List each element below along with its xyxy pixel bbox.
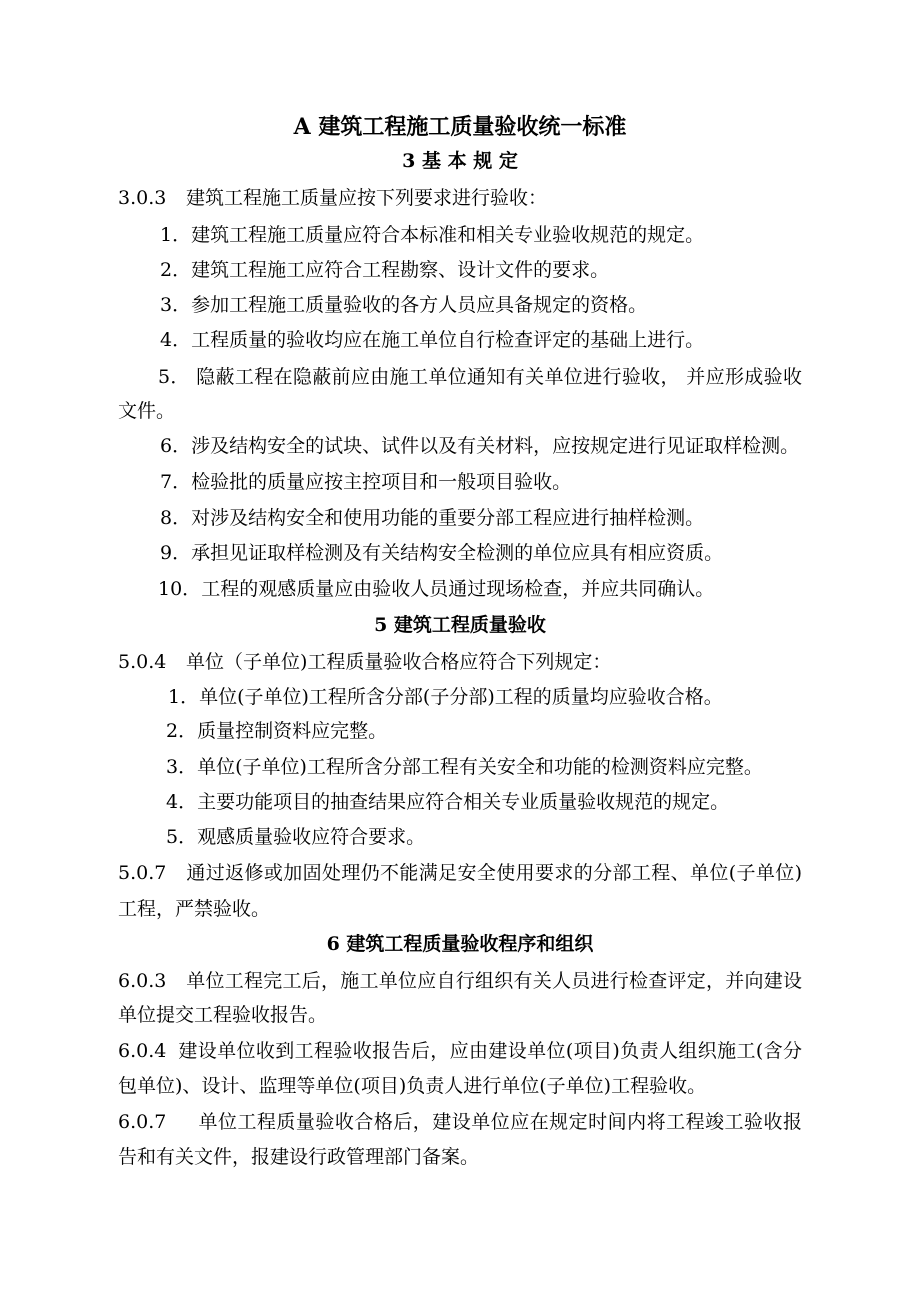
list-item [160, 258, 609, 282]
clause-number: 5.0.7 [118, 862, 167, 884]
clause [118, 1039, 802, 1063]
list-item [160, 541, 723, 565]
clause-number: 5.0.4 [118, 651, 167, 673]
item-number: 9． [160, 542, 192, 564]
item-text: 建筑工程施工质量应符合本标准和相关专业验收规范的规定。 [191, 224, 705, 246]
item-text: 承担见证取样检测及有关结构安全检测的单位应具有相应资质。 [191, 542, 724, 564]
list-item [160, 506, 704, 530]
clause-continuation: 单位提交工程验收报告。 [118, 1004, 328, 1026]
item-text: 单位(子单位)工程所含分部(子分部)工程的质量均应验收合格。 [199, 686, 723, 708]
clause [118, 1110, 802, 1134]
item-text: 隐蔽工程在隐蔽前应由施工单位通知有关单位进行验收， 并应形成验收 [189, 366, 802, 388]
item-number: 10． [158, 578, 202, 600]
section-heading-5: 5 建筑工程质量验收 [374, 614, 546, 636]
item-number: 6． [160, 435, 192, 457]
list-item [166, 719, 387, 743]
item-number: 8． [160, 507, 192, 529]
clause-number: 6.0.4 [118, 1040, 167, 1062]
item-number: 5． [166, 826, 198, 848]
item-text: 单位(子单位)工程所含分部工程有关安全和功能的检测资料应完整。 [197, 756, 763, 778]
clause-3-0-3 [118, 186, 547, 210]
item-number: 3． [160, 294, 192, 316]
list-item-continuation: 文件。 [118, 400, 176, 422]
item-text: 观感质量验收应符合要求。 [197, 826, 426, 848]
clause-number: 6.0.3 [118, 970, 167, 992]
item-number: 2． [166, 720, 198, 742]
item-number: 7． [160, 471, 192, 493]
clause-continuation: 包单位)、设计、监理等单位(项目)负责人进行单位(子单位)工程验收。 [118, 1075, 707, 1097]
item-text: 工程的观感质量应由验收人员通过现场检查，并应共同确认。 [201, 578, 715, 600]
section-heading-3: 3 基 本 规 定 [402, 150, 518, 172]
clause-text: 通过返修或加固处理仍不能满足安全使用要求的分部工程、单位(子单位) [186, 862, 802, 884]
list-item [160, 328, 704, 352]
clause-5-0-4 [118, 650, 611, 674]
list-item [158, 365, 802, 389]
section-heading-6: 6 建筑工程质量验收程序和组织 [326, 933, 594, 955]
document-title: A 建筑工程施工质量验收统一标准 [293, 114, 627, 140]
list-item [160, 470, 571, 494]
item-number: 2． [160, 259, 192, 281]
clause-text: 建设单位收到工程验收报告后，应由建设单位(项目)负责人组织施工(含分 [178, 1040, 802, 1062]
list-item [166, 755, 763, 779]
list-item [160, 223, 704, 247]
list-item [168, 685, 723, 709]
clause-5-0-7 [118, 861, 802, 885]
item-number: 5． [158, 366, 190, 388]
item-text: 参加工程施工质量验收的各方人员应具备规定的资格。 [191, 294, 648, 316]
item-text: 建筑工程施工应符合工程勘察、设计文件的要求。 [191, 259, 610, 281]
clause-text: 建筑工程施工质量应按下列要求进行验收： [186, 187, 548, 209]
item-text: 检验批的质量应按主控项目和一般项目验收。 [191, 471, 572, 493]
item-text: 主要功能项目的抽查结果应符合相关专业质量验收规范的规定。 [197, 791, 730, 813]
item-number: 1． [160, 224, 192, 246]
clause [118, 969, 802, 993]
item-text: 质量控制资料应完整。 [197, 720, 388, 742]
clause-text: 单位工程完工后，施工单位应自行组织有关人员进行检查评定，并向建设 [186, 970, 802, 992]
item-number: 3． [166, 756, 198, 778]
clause-continuation: 工程，严禁验收。 [118, 898, 271, 920]
clause-text: 单位工程质量验收合格后，建设单位应在规定时间内将工程竣工验收报 [198, 1111, 802, 1133]
item-text: 涉及结构安全的试块、试件以及有关材料，应按规定进行见证取样检测。 [191, 435, 800, 457]
clause-number: 6.0.7 [118, 1111, 167, 1133]
item-number: 4． [166, 791, 198, 813]
item-number: 4． [160, 329, 192, 351]
clause-text: 单位（子单位)工程质量验收合格应符合下列规定： [186, 651, 612, 673]
item-number: 1． [168, 686, 200, 708]
clause-continuation: 告和有关文件，报建设行政管理部门备案。 [118, 1146, 480, 1168]
list-item [160, 293, 647, 317]
item-text: 对涉及结构安全和使用功能的重要分部工程应进行抽样检测。 [191, 507, 705, 529]
list-item [160, 434, 799, 458]
list-item [158, 577, 714, 601]
clause-number: 3.0.3 [118, 187, 167, 209]
item-text: 工程质量的验收均应在施工单位自行检查评定的基础上进行。 [191, 329, 705, 351]
list-item [166, 790, 729, 814]
list-item [166, 825, 425, 849]
